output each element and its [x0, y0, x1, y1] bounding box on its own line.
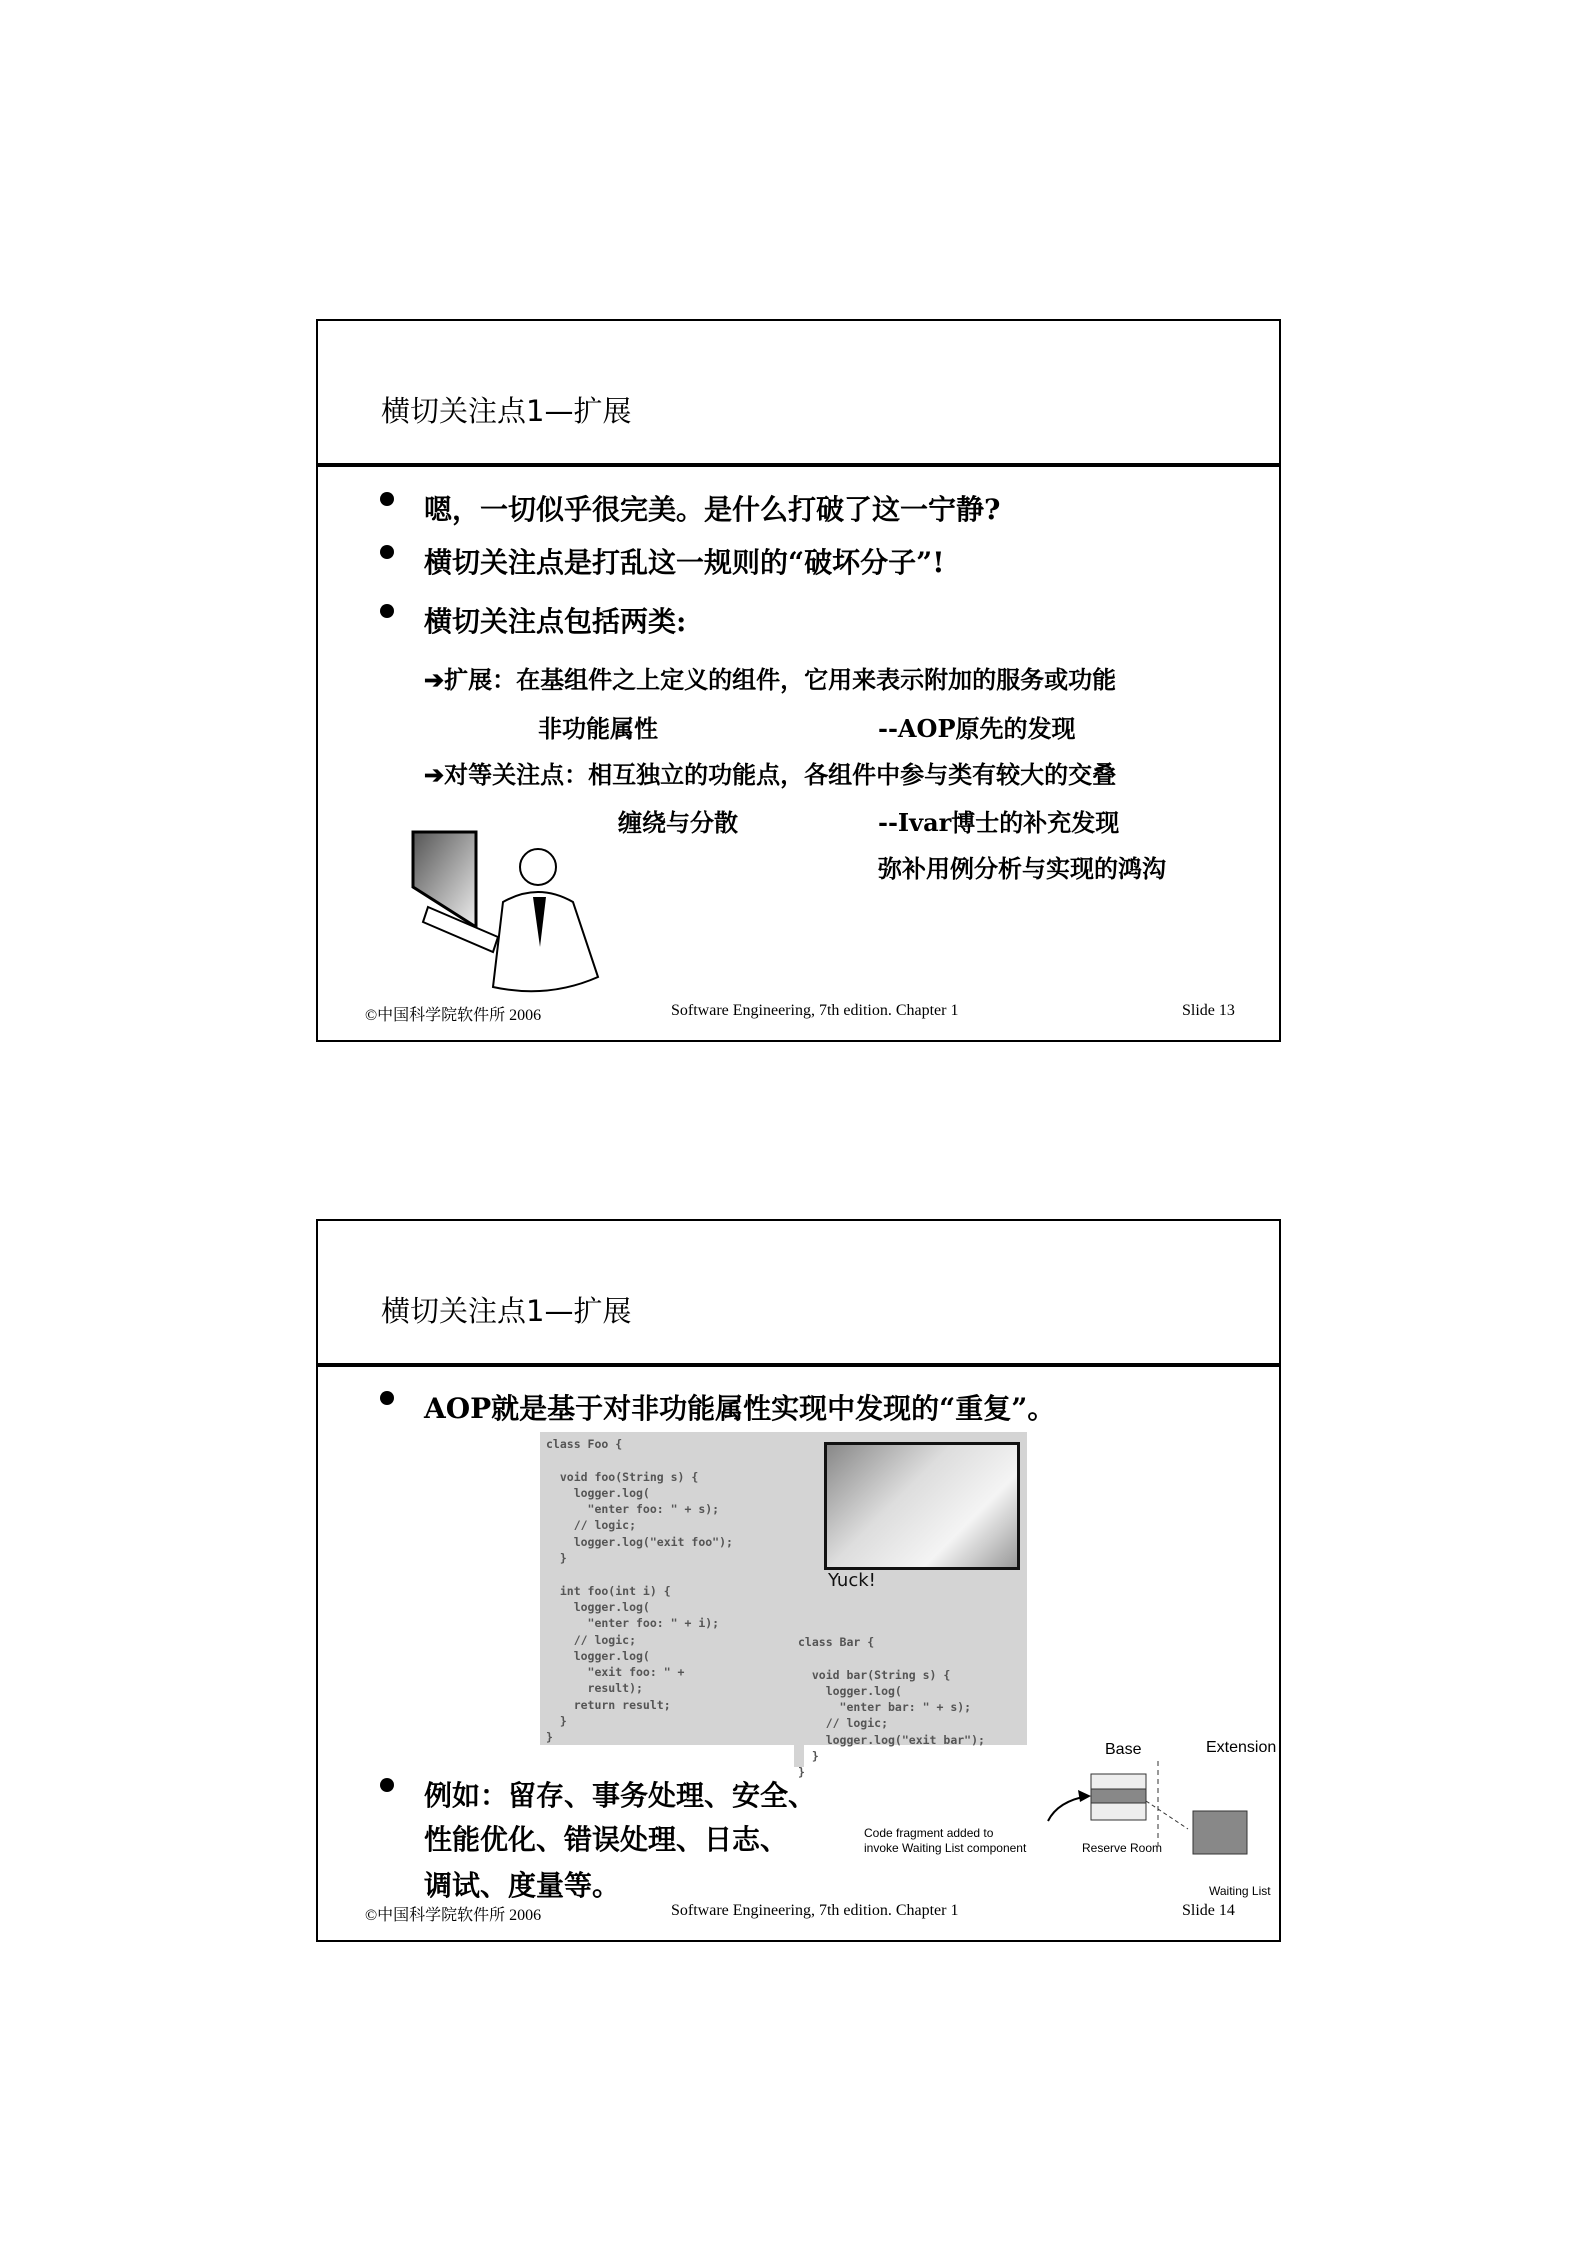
footer-book: Software Engineering, 7th edition. Chapter 1 [671, 1902, 959, 1919]
footer-copyright: ©中国科学院软件所 2006 [365, 1007, 542, 1024]
bullet-text: 横切关注点包括两类: [424, 605, 687, 638]
footer-book: Software Engineering, 7th edition. Chapter 1 [671, 1002, 959, 1019]
bullet-icon [380, 604, 394, 618]
code-class-bar: class Bar { void bar(String s) { logger.log( "enter bar: " + s); // logic; logger.log("exit bar"); } } [798, 1635, 985, 1780]
bullet-text: 横切关注点是打乱这一规则的“破坏分子”! [424, 546, 945, 579]
diagram-base-label: Base [1105, 1741, 1142, 1758]
sub-item: ➔扩展：在基组件之上定义的组件，它用来表示附加的服务或功能 [424, 665, 1117, 694]
bullet-icon [380, 1778, 394, 1792]
sub-item: --Ivar博士的补充发现 [878, 808, 1120, 837]
presenter-clipart-icon [398, 827, 603, 999]
diagram-note: Code fragment added to invoke Waiting List component [864, 1826, 1027, 1855]
bullet-text: 嗯，一切似乎很完美。是什么打破了这一宁静? [424, 493, 1001, 526]
bullet-icon [380, 545, 394, 559]
sub-item: --AOP原先的发现 [878, 714, 1076, 743]
diagram-waiting-list: Waiting List [1209, 1884, 1271, 1898]
footer-copyright: ©中国科学院软件所 2006 [365, 1907, 542, 1924]
photo-caption: Yuck! [828, 1570, 876, 1591]
sub-item: 非功能属性 [538, 714, 658, 743]
diagram-extension-label: Extension [1206, 1739, 1277, 1756]
bullet-text: AOP就是基于对非功能属性实现中发现的“重复”。 [424, 1392, 1056, 1425]
code-class-foo: class Foo { void foo(String s) { logger.log( "enter foo: " + s); // logic; logger.log("exit foo"); } int foo(int i) { logger.log( "enter foo: " + i); // logic; logger.log( "exit foo: " + result); return result; } } [546, 1437, 733, 1745]
slide-13 [316, 319, 1281, 1042]
slide-14 [316, 1219, 1281, 1942]
title-divider [318, 1363, 1279, 1367]
crying-baby-photo [824, 1442, 1020, 1570]
bullet-text: 调试、度量等。 [424, 1869, 621, 1902]
sub-item: 弥补用例分析与实现的鸿沟 [878, 854, 1166, 883]
extension-diagram [858, 1761, 1278, 1891]
title-divider [318, 463, 1279, 467]
sub-item: 缠绕与分散 [618, 808, 738, 837]
bullet-text: 例如：留存、事务处理、安全、 [424, 1779, 817, 1812]
footer-slide-number: Slide 14 [1182, 1902, 1235, 1919]
bullet-icon [380, 1391, 394, 1405]
diagram-reserve-room: Reserve Room [1082, 1841, 1163, 1855]
footer-slide-number: Slide 13 [1182, 1002, 1235, 1019]
slide-title: 横切关注点1—扩展 [381, 1294, 632, 1328]
bullet-text: 性能优化、错误处理、日志、 [424, 1823, 789, 1856]
bullet-icon [380, 492, 394, 506]
sub-item: ➔对等关注点：相互独立的功能点，各组件中参与类有较大的交叠 [424, 760, 1117, 789]
slide-title: 横切关注点1—扩展 [381, 394, 632, 428]
